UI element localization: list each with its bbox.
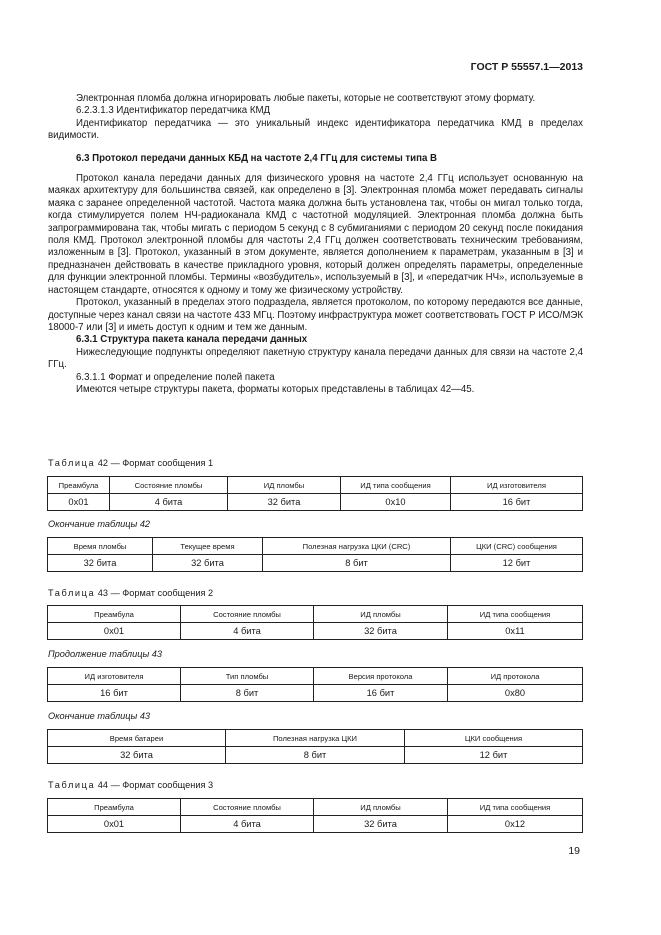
table-value-cell: 4 бита [181,623,314,640]
section-heading: 6.3.1 Структура пакета канала передачи данных [76,334,308,346]
paragraph: Протокол, указанный в пределах этого подраздела, является протоколом, по которому передаются все данные, доступные через канал связи на частоте 433 МГц. Поэтому инфраструктура может соответствовать ГОСТ Р ИСО/МЭК 18000-7 или [3] и иметь доступ к одним и тем же данным. [48,297,583,333]
table-value-cell: 0x11 [448,623,583,640]
table-value-cell: 16 бит [48,685,181,702]
subclause-heading: 6.3.1.1 Формат и определение полей пакета [76,371,275,383]
table-header-cell: ИД типа сообщения [341,477,451,494]
table-header-cell: Преамбула [48,606,181,623]
table-value-cell: 4 бита [110,494,228,511]
table-value-cell: 0x01 [48,816,181,833]
table-43-part-3 [47,729,583,764]
table-44-caption [48,780,213,790]
table-caption-word: Таблица [48,588,96,598]
table-value-cell: 0x80 [448,685,583,702]
paragraph: Имеются четыре структуры пакета, форматы которых представлены в таблицах 42—45. [76,383,475,395]
table-value-cell: 0x10 [341,494,451,511]
table-header-cell: ИД типа сообщения [448,606,583,623]
table-value-cell: 0x01 [48,494,110,511]
table-value-cell: 16 бит [314,685,448,702]
table-header-cell: Состояние пломбы [181,799,314,816]
table-43-continuation-label: Продолжение таблицы 43 [48,649,163,659]
table-header-cell: Полезная нагрузка ЦКИ [226,730,405,747]
paragraph: Идентификатор передатчика — это уникальный индекс идентификатора передатчика КМД в пределах видимости. [48,117,583,142]
table-value-cell: 32 бита [314,623,448,640]
table-value-cell: 8 бит [263,555,451,572]
paragraph: Протокол канала передачи данных для физического уровня на частоте 2,4 ГГц использует основанную на маяках архитектуру для большинства связей, как определено в [3]. Электронная пломба может передавать сигналы маяка с заранее определенной частотой. Частота маяка должна быть установлена так, чтобы он мигал только тогда, когда стимулируется полем НЧ-радиоканала КМД с частотной модуляцией. Электронная пломба должна быть запрограммирована так, чтобы мигать с периодом 5 секунд с 8 субмиганиями с периодом 20 секунд после покидания поля КМД. Протокол электронной пломбы для частоты 2,4 ГГц должен соответствовать техническим требованиям, изложенным в [3]. Протокол, указанный в этом документе, является дополнением к параметрам, указанным в [3] и предназначен действовать в качестве прикладного уровня, который должен определять параметры, определенные для функции электронной пломбы. Термины «возбудитель», используемый в [3], и «передатчик НЧ», используемые в настоящем стандарте, относятся к одному и тому же физическому устройству. [48,173,583,296]
table-header-cell: ИД изготовителя [48,668,181,685]
table-value-cell: 12 бит [405,747,583,764]
table-header-cell: ЦКИ сообщения [405,730,583,747]
table-value-cell: 16 бит [451,494,583,511]
table-header-cell: ИД пломбы [314,799,448,816]
table-caption-text: 43 — Формат сообщения 2 [97,588,214,598]
table-43-end-label: Окончание таблицы 43 [48,711,151,721]
paragraph: Нижеследующие подпункты определяют пакетную структуру канала передачи данных для связи на частоте 2,4 ГГц. [48,346,583,371]
table-44-part-1 [47,798,583,833]
table-value-cell: 32 бита [314,816,448,833]
subclause-heading: 6.2.3.1.3 Идентификатор передатчика КМД [76,105,271,117]
table-value-cell: 8 бит [226,747,405,764]
section-heading: 6.3 Протокол передачи данных КБД на частоте 2,4 ГГц для системы типа В [76,152,438,164]
table-caption-word: Таблица [48,458,96,468]
table-value-cell: 32 бита [228,494,341,511]
table-43-caption [48,588,213,598]
paragraph: Электронная пломба должна игнорировать любые пакеты, которые не соответствуют этому формату. [76,93,536,104]
page-number: 19 [568,845,580,857]
table-42-caption [48,458,213,468]
table-header-cell: Тип пломбы [181,668,314,685]
table-value-cell: 32 бита [153,555,263,572]
standard-code-header: ГОСТ Р 55557.1—2013 [470,61,583,73]
table-header-cell: ИД типа сообщения [448,799,583,816]
table-header-cell: Преамбула [48,477,110,494]
table-header-cell: Время пломбы [48,538,153,555]
table-42-part-1 [47,476,583,511]
table-header-cell: ИД протокола [448,668,583,685]
table-value-cell: 32 бита [48,747,226,764]
table-value-cell: 0x12 [448,816,583,833]
table-42-continuation-label: Окончание таблицы 42 [48,519,151,529]
table-header-cell: Состояние пломбы [110,477,228,494]
table-caption-text: 42 — Формат сообщения 1 [97,458,214,468]
body-text [48,93,583,396]
table-43-part-1 [47,605,583,640]
table-header-cell: ИД пломбы [228,477,341,494]
table-header-cell: Состояние пломбы [181,606,314,623]
table-value-cell: 0x01 [48,623,181,640]
table-header-cell: Полезная нагрузка ЦКИ (CRC) [263,538,451,555]
table-header-cell: Версия протокола [314,668,448,685]
table-header-cell: ИД изготовителя [451,477,583,494]
table-value-cell: 8 бит [181,685,314,702]
table-42-part-2 [47,537,583,572]
table-value-cell: 12 бит [451,555,583,572]
table-header-cell: Время батареи [48,730,226,747]
table-header-cell: Текущее время [153,538,263,555]
table-caption-text: 44 — Формат сообщения 3 [97,780,214,790]
table-43-part-2 [47,667,583,702]
table-caption-word: Таблица [48,780,96,790]
table-header-cell: Преамбула [48,799,181,816]
table-value-cell: 4 бита [181,816,314,833]
table-header-cell: ЦКИ (CRC) сообщения [451,538,583,555]
table-value-cell: 32 бита [48,555,153,572]
table-header-cell: ИД пломбы [314,606,448,623]
